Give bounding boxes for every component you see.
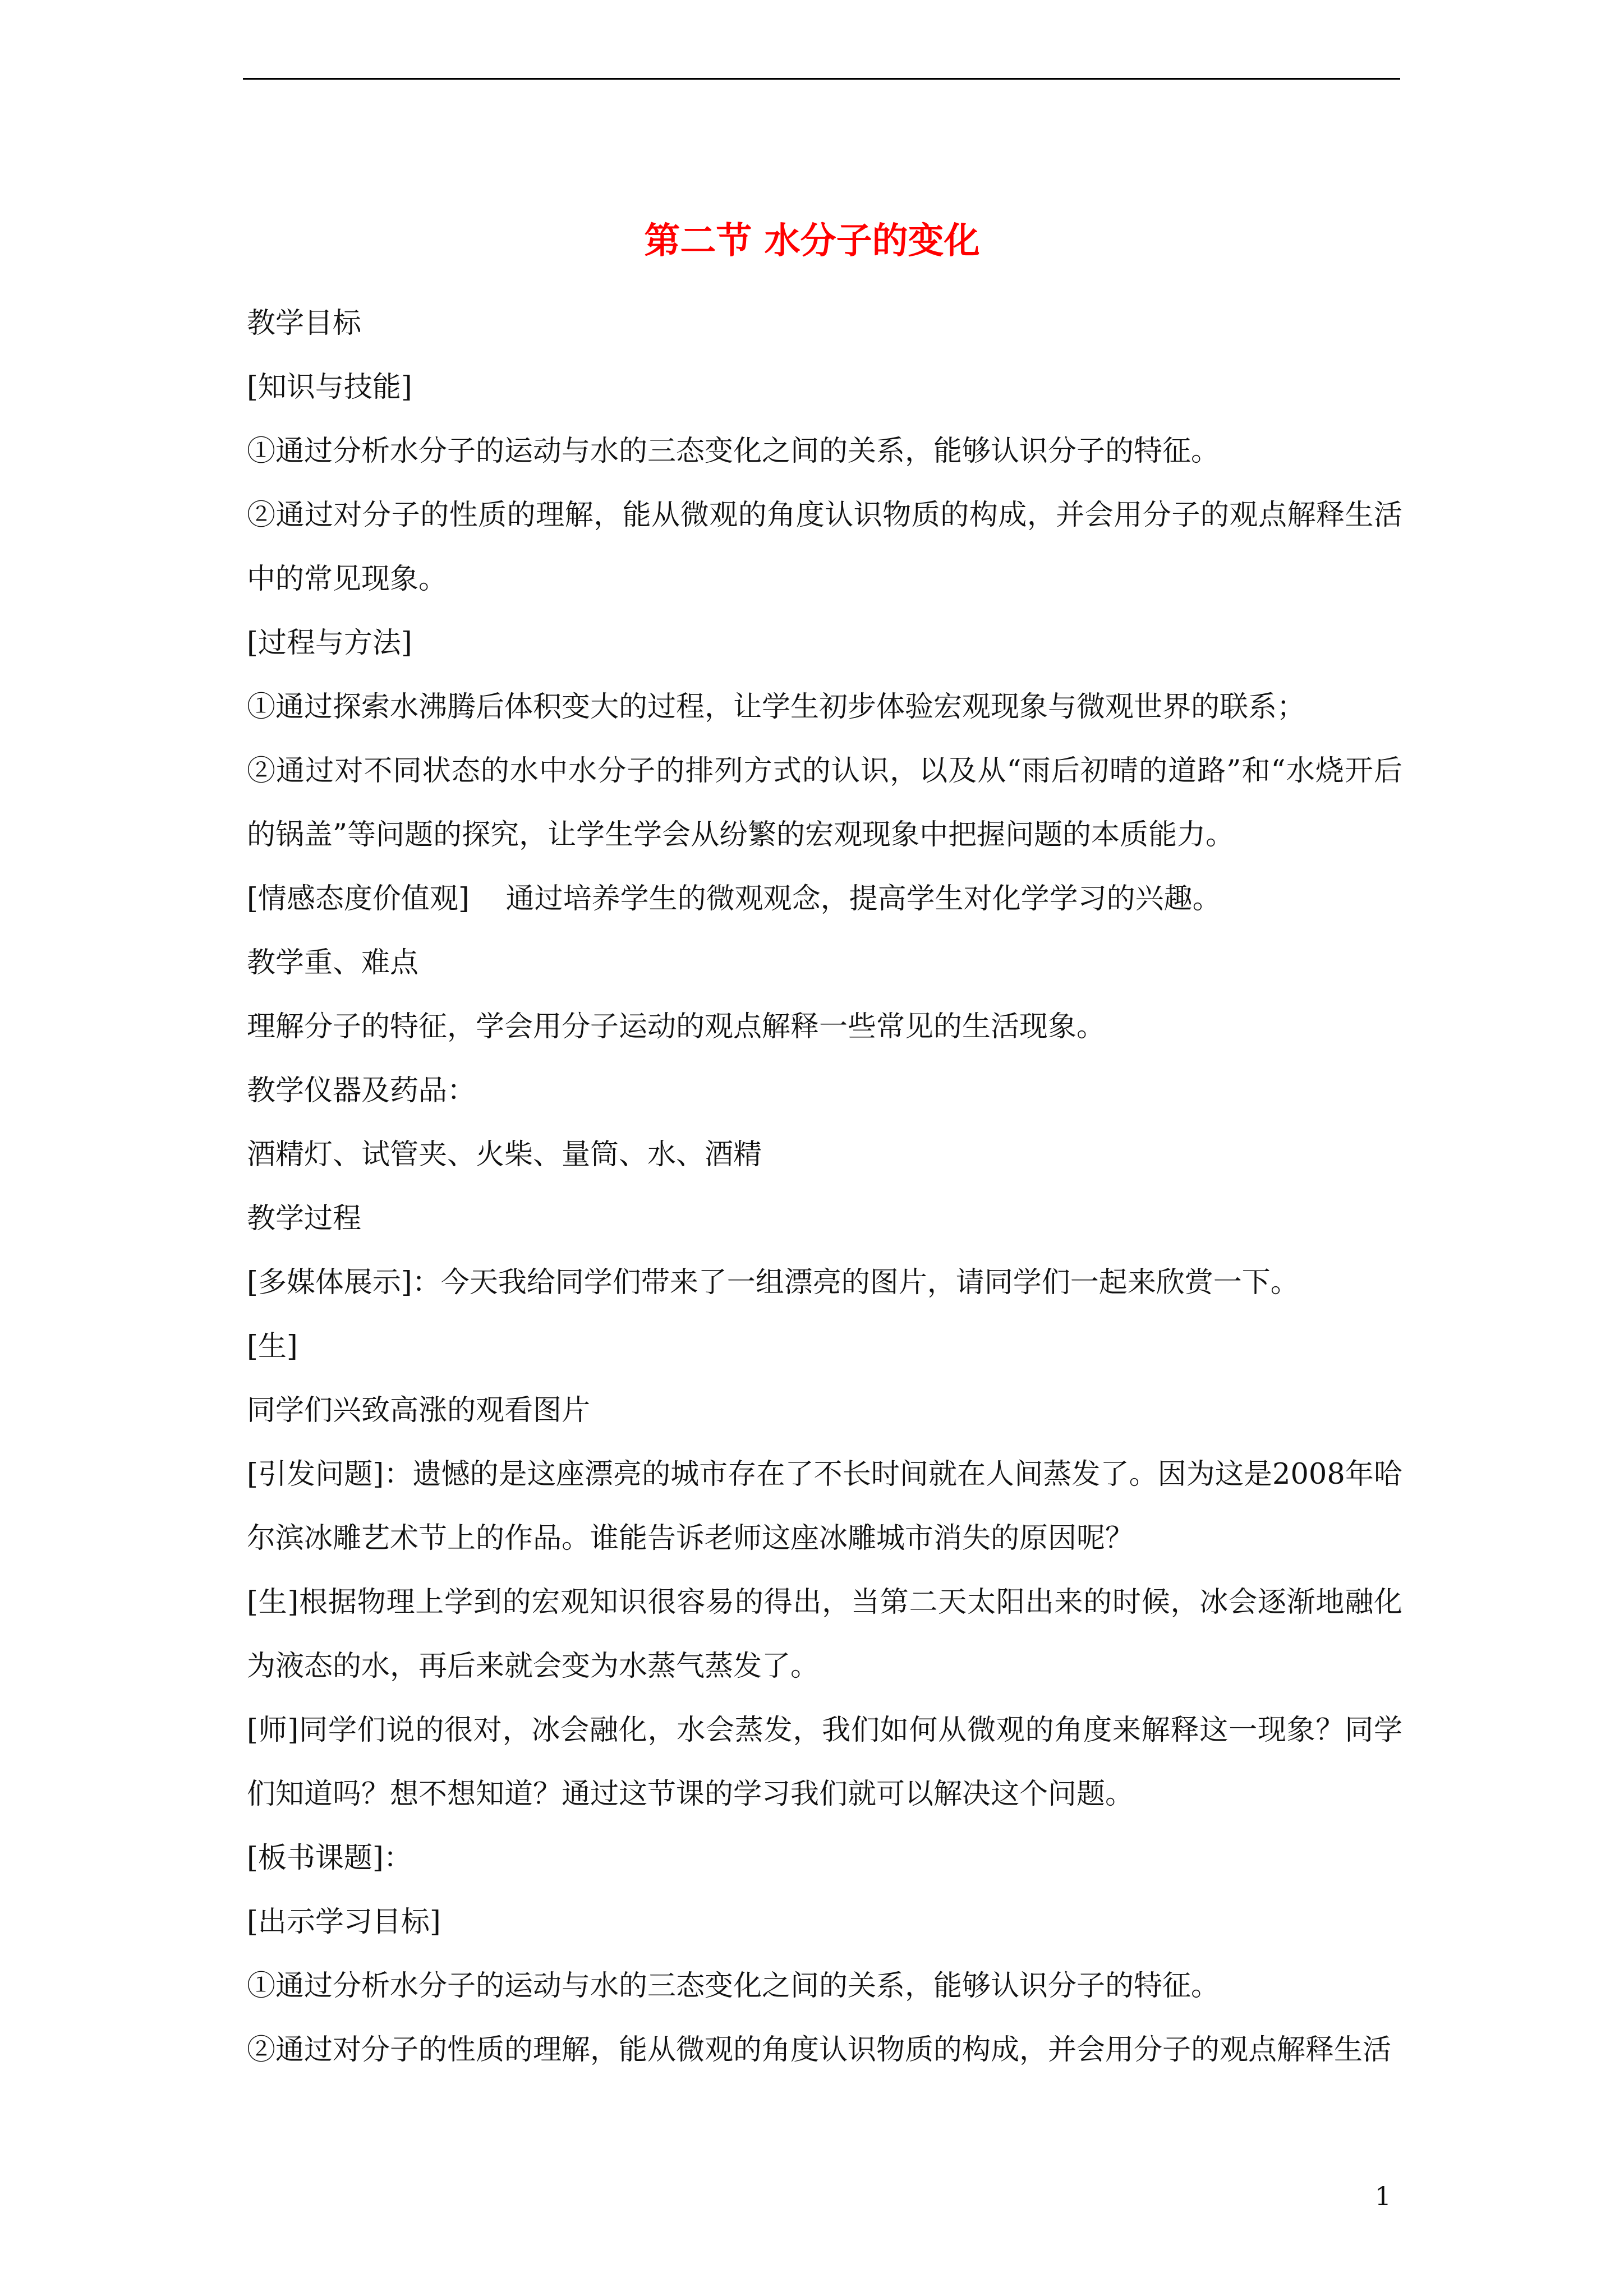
document-body xyxy=(247,292,1402,2082)
header-rule xyxy=(243,78,1400,80)
page-number: 1 xyxy=(1374,2181,1391,2211)
section-process-methods: [过程与方法] xyxy=(247,627,412,660)
paragraph: [师]同学们说的很对，冰会融化，水会蒸发，我们如何从微观的角度来解释这一现象？同学们知道吗？想不想知道？通过这节课的学习我们就可以解决这个问题。 xyxy=(247,1714,1402,1811)
paragraph: ①通过分析水分子的运动与水的三态变化之间的关系，能够认识分子的特征。 xyxy=(247,435,1220,468)
section-emotional-values: [情感态度价值观] 通过培养学生的微观观念，提高学生对化学学习的兴趣。 xyxy=(247,882,1221,915)
paragraph: [生]根据物理上学到的宏观知识很容易的得出，当第二天太阳出来的时候，冰会逐渐地融化为液态的水，再后来就会变为水蒸气蒸发了。 xyxy=(247,1586,1402,1683)
paragraph: [引发问题]：遗憾的是这座漂亮的城市存在了不长时间就在人间蒸发了。因为这是2008年哈尔滨冰雕艺术节上的作品。谁能告诉老师这座冰雕城市消失的原因呢？ xyxy=(247,1458,1402,1555)
heading-key-points: 教学重、难点 xyxy=(247,946,419,979)
heading-instruments: 教学仪器及药品： xyxy=(247,1074,476,1107)
paragraph: [板书课题]： xyxy=(247,1842,412,1875)
paragraph: ①通过探索水沸腾后体积变大的过程，让学生初步体验宏观现象与微观世界的联系； xyxy=(247,691,1306,724)
paragraph: 同学们兴致高涨的观看图片 xyxy=(247,1394,591,1427)
heading-teaching-process: 教学过程 xyxy=(247,1202,362,1235)
paragraph: ①通过分析水分子的运动与水的三态变化之间的关系，能够认识分子的特征。 xyxy=(247,1970,1220,2003)
heading-teaching-objectives: 教学目标 xyxy=(247,307,362,340)
paragraph: ②通过对分子的性质的理解，能从微观的角度认识物质的构成，并会用分子的观点解释生活 xyxy=(247,2033,1392,2067)
paragraph: ②通过对分子的性质的理解，能从微观的角度认识物质的构成，并会用分子的观点解释生活中的常见现象。 xyxy=(247,499,1402,596)
paragraph: 酒精灯、试管夹、火柴、量筒、水、酒精 xyxy=(247,1138,762,1171)
paragraph: ②通过对不同状态的水中水分子的排列方式的认识，以及从“雨后初晴的道路”和“水烧开后的锅盖”等问题的探究，让学生学会从纷繁的宏观现象中把握问题的本质能力。 xyxy=(247,754,1402,852)
section-knowledge-skills: [知识与技能] xyxy=(247,371,412,404)
paragraph: 理解分子的特征，学会用分子运动的观点解释一些常见的生活现象。 xyxy=(247,1010,1106,1043)
document-title: 第二节 水分子的变化 xyxy=(644,220,980,262)
paragraph: [出示学习目标] xyxy=(247,1906,441,1939)
paragraph: [多媒体展示]：今天我给同学们带来了一组漂亮的图片，请同学们一起来欣赏一下。 xyxy=(247,1266,1299,1299)
paragraph: [生] xyxy=(247,1330,298,1363)
